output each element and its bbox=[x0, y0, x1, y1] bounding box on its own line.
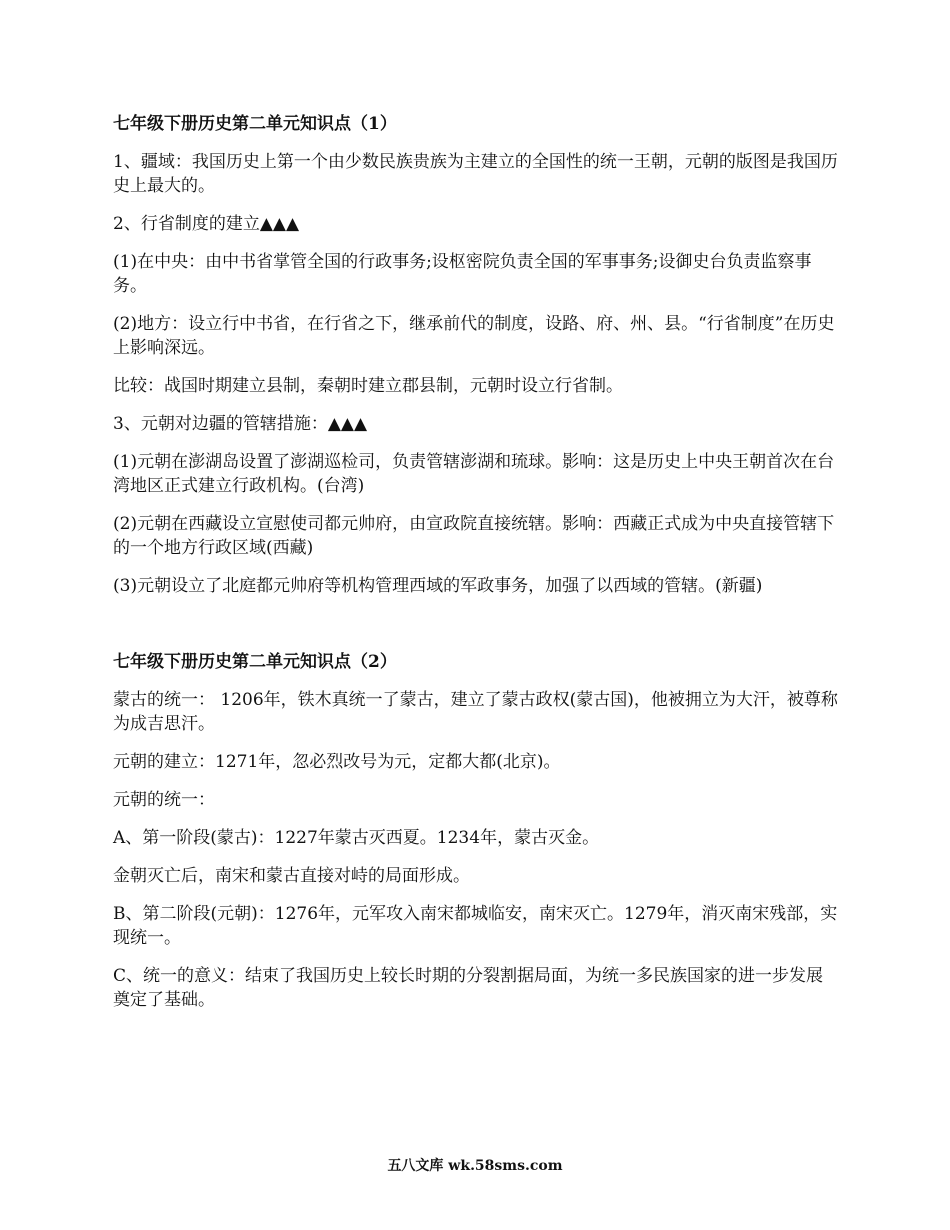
paragraph: 元朝的建立：1271年，忽必烈改号为元，定都大都(北京)。 bbox=[113, 752, 561, 772]
paragraph: (2)元朝在西藏设立宣慰使司都元帅府，由宣政院直接统辖。影响：西藏正式成为中央直接管辖下的一个地方行政区域(西藏) bbox=[113, 514, 835, 558]
section-2-title: 七年级下册历史第二单元知识点（2） bbox=[113, 652, 397, 672]
paragraph: 2、行省制度的建立▲▲▲ bbox=[113, 214, 300, 234]
paragraph: 金朝灭亡后，南宋和蒙古直接对峙的局面形成。 bbox=[113, 866, 470, 886]
paragraph: 1、疆域：我国历史上第一个由少数民族贵族为主建立的全国性的统一王朝，元朝的版图是我国历史上最大的。 bbox=[113, 152, 838, 196]
paragraph: 比较：战国时期建立县制，秦朝时建立郡县制，元朝时设立行省制。 bbox=[113, 376, 623, 396]
footer-watermark: 五八文库 wk.58sms.com bbox=[387, 1158, 563, 1174]
paragraph: 蒙古的统一： 1206年，铁木真统一了蒙古，建立了蒙古政权(蒙古国)，他被拥立为大汗，被尊称为成吉思汗。 bbox=[113, 690, 838, 734]
section-1 bbox=[113, 112, 838, 598]
paragraph: 元朝的统一： bbox=[113, 790, 215, 810]
paragraph: (1)在中央：由中书省掌管全国的行政事务;设枢密院负责全国的军事事务;设御史台负责监察事务。 bbox=[113, 252, 812, 296]
paragraph: (1)元朝在澎湖岛设置了澎湖巡检司，负责管辖澎湖和琉球。影响：这是历史上中央王朝首次在台湾地区正式建立行政机构。(台湾) bbox=[113, 452, 835, 496]
document-page bbox=[113, 112, 838, 1026]
paragraph: B、第二阶段(元朝)：1276年，元军攻入南宋都城临安，南宋灭亡。1279年，消灭南宋残部，实现统一。 bbox=[113, 904, 838, 948]
paragraph: (2)地方：设立行中书省，在行省之下，继承前代的制度，设路、府、州、县。“行省制度”在历史上影响深远。 bbox=[113, 314, 835, 358]
paragraph: A、第一阶段(蒙古)：1227年蒙古灭西夏。1234年，蒙古灭金。 bbox=[113, 828, 600, 848]
paragraph: 3、元朝对边疆的管辖措施：▲▲▲ bbox=[113, 414, 368, 434]
paragraph: (3)元朝设立了北庭都元帅府等机构管理西域的军政事务，加强了以西域的管辖。(新疆) bbox=[113, 576, 763, 596]
section-2 bbox=[113, 650, 838, 1012]
section-1-title: 七年级下册历史第二单元知识点（1） bbox=[113, 114, 397, 134]
paragraph: C、统一的意义：结束了我国历史上较长时期的分裂割据局面，为统一多民族国家的进一步发展奠定了基础。 bbox=[113, 966, 824, 1010]
